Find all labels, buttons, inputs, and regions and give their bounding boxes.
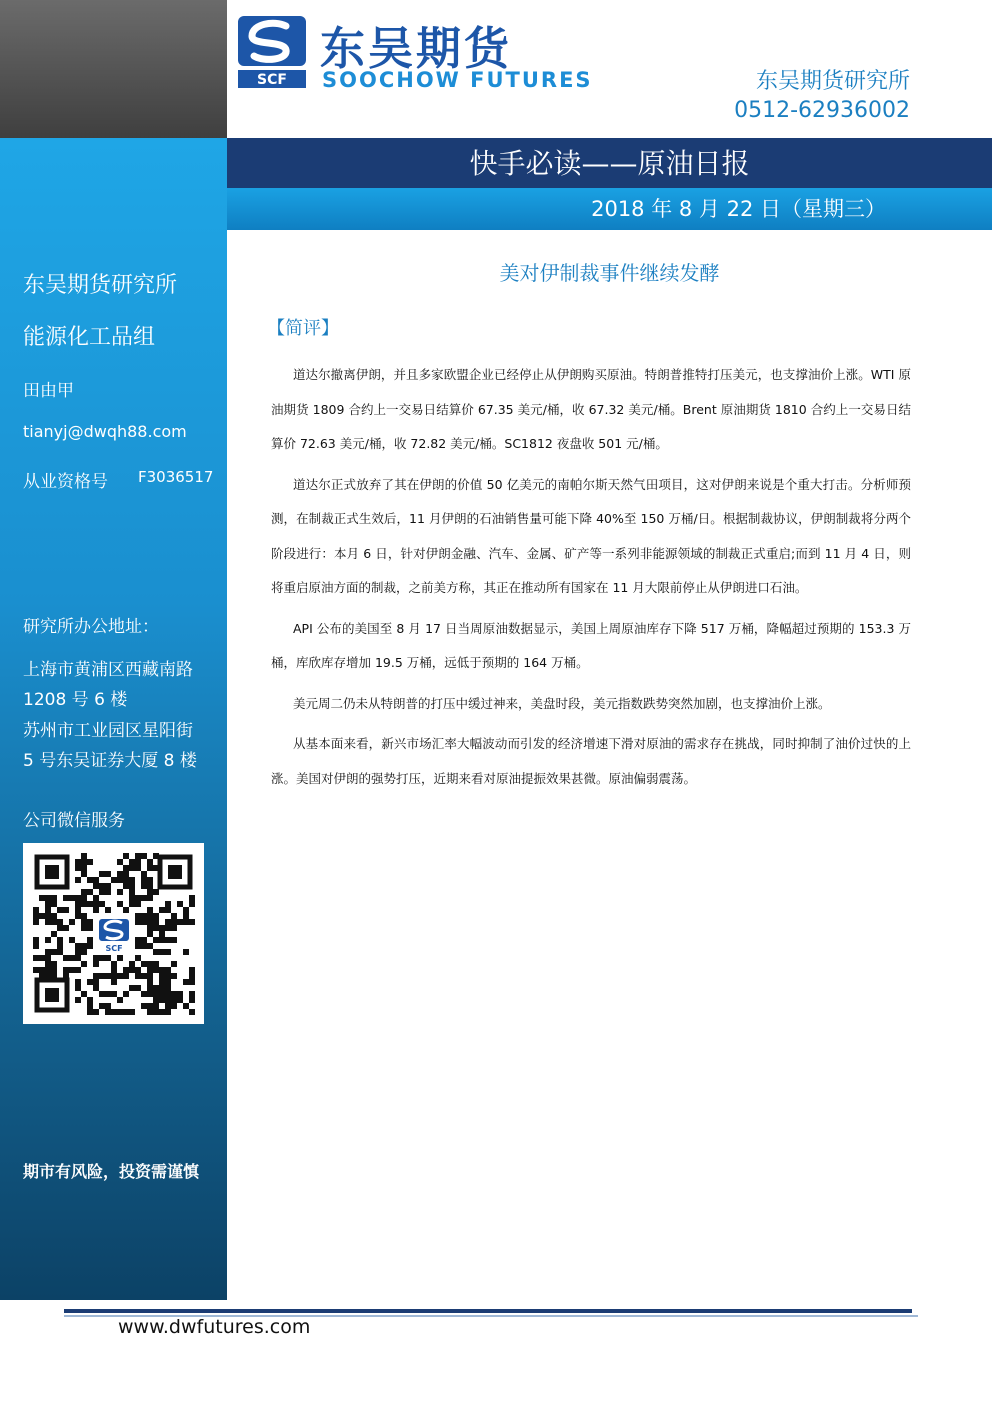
wechat-qr-code[interactable] <box>23 843 204 1024</box>
header-institute: 东吴期货研究所 <box>755 69 910 94</box>
article-paragraph: API 公布的美国至 8 月 17 日当周原油数据显示，美国上周原油库存下降 517 万桶，降幅超过预期的 153.3 万桶，库欣库存增加 19.5 万桶，远低于预期的 164 万桶。 <box>271 620 911 670</box>
article-headline: 美对伊制裁事件继续发酵 <box>499 261 720 285</box>
sidebar-org: 东吴期货研究所 <box>23 273 178 298</box>
svg-text:SCF: SCF <box>105 944 123 953</box>
article-paragraph: 道达尔正式放弃了其在伊朗的价值 50 亿美元的南帕尔斯天然气田项目，这对伊朗来说是个重大打击。分析师预测，在制裁正式生效后，11 月伊朗的石油销售量可能下降 40%至 150 万桶/日。根据制裁协议，伊朗制裁将分两个阶段进行：本月 6 日，针对伊朗金融、汽车、金属、矿产等一系列非能源领域的制裁正式重启;而到 11 月 4 日，则将重启原油方面的制裁，之前美方称，其正在推动所有国家在 11 月大限前停止从伊朗进口石油。 <box>271 476 911 595</box>
wechat-label: 公司微信服务 <box>23 811 125 831</box>
license-number: F3036517 <box>138 468 214 486</box>
logo-mark-icon <box>238 16 306 90</box>
svg-text:SCF: SCF <box>257 72 287 88</box>
analyst-name: 田由甲 <box>23 381 74 401</box>
report-title-bar <box>227 138 992 188</box>
article-paragraph: 美元周二仍未从特朗普的打压中缓过神来，美盘时段，美元指数跌势突然加剧，也支撑油价上涨。 <box>293 695 831 711</box>
report-date-bar <box>227 188 992 230</box>
section-label: 【简评】 <box>267 318 339 339</box>
report-date: 2018 年 8 月 22 日（星期三） <box>591 197 886 221</box>
header-corner-block <box>0 0 227 138</box>
address-label: 研究所办公地址： <box>23 617 159 637</box>
article-body <box>271 358 911 802</box>
license-label: 从业资格号 <box>23 472 108 492</box>
logo-english-name: SOOCHOW FUTURES <box>322 68 593 92</box>
address-line: 5 号东吴证券大厦 8 楼 <box>23 751 197 771</box>
risk-notice: 期市有风险，投资需谨慎 <box>23 1162 200 1181</box>
analyst-email[interactable]: tianyj@dwqh88.com <box>23 422 187 441</box>
address-line: 苏州市工业园区星阳街 <box>23 721 193 741</box>
address-line: 1208 号 6 楼 <box>23 690 128 710</box>
article-paragraph: 道达尔撤离伊朗，并且多家欧盟企业已经停止从伊朗购买原油。特朗普推特打压美元，也支撑油价上涨。WTI 原油期货 1809 合约上一交易日结算价 67.35 美元/桶，收 67.32 美元/桶。Brent 原油期货 1810 合约上一交易日结算价 72.63 美元/桶，收 72.82 美元/桶。SC1812 夜盘收 501 元/桶。 <box>271 367 911 451</box>
sidebar <box>0 138 227 1300</box>
report-title: 快手必读——原油日报 <box>469 147 750 180</box>
article-paragraph: 从基本面来看，新兴市场汇率大幅波动而引发的经济增速下滑对原油的需求存在挑战，同时抑制了油价过快的上涨。美国对伊朗的强势打压，近期来看对原油提振效果甚微。原油偏弱震荡。 <box>271 736 911 786</box>
footer-divider <box>64 1309 912 1313</box>
logo-chinese-name: 东吴期货 <box>320 22 513 75</box>
footer-website-link[interactable]: www.dwfutures.com <box>118 1316 311 1338</box>
header-phone: 0512-62936002 <box>734 98 910 123</box>
address-line: 上海市黄浦区西藏南路 <box>23 660 193 680</box>
sidebar-group: 能源化工品组 <box>23 325 156 350</box>
